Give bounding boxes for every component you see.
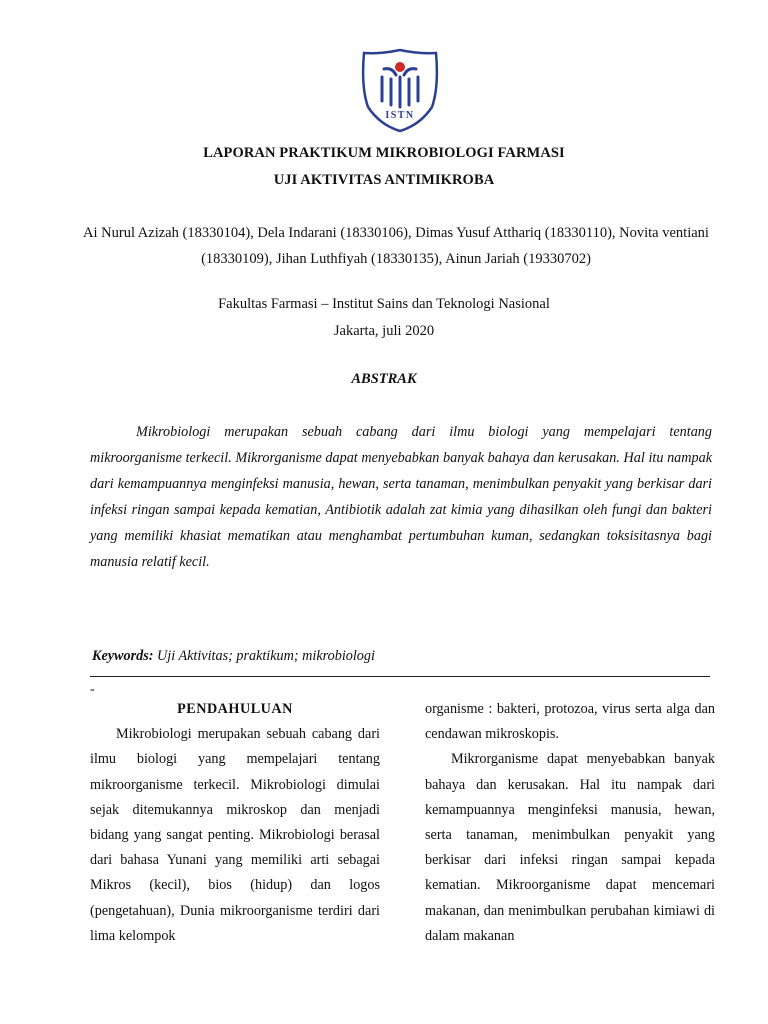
abstract-body: Mikrobiologi merupakan sebuah cabang dari ilmu biologi yang mempelajari tentang mikroorganisme terkecil. Mikrorganisme dapat menyebabkan banyak bahaya dan kerusakan. Hal itu nampak dari kemampuannya menginfeksi manusia, hewan, serta tanaman, menimbulkan penyakit yang berkisar dari infeksi ringan sampai kepada kematian, Antibiotik adalah zat kimia yang dihasilkan oleh fungi dan bakteri yang memiliki khasiat mematikan atau menghambat pertumbuhan kuman, sedangkan toksisitasnya bagi manusia relatif kecil.: [90, 424, 712, 570]
column-right: [425, 697, 715, 949]
istn-logo: [360, 47, 440, 133]
place-date: Jakarta, juli 2020: [333, 323, 435, 339]
intro-paragraph-2: Mikrorganisme dapat menyebabkan banyak bahaya dan kerusakan. Hal itu nampak dari kemampuannya menginfeksi manusia, hewan, serta tanaman, menimbulkan penyakit yang berkisar dari infeksi ringan sampai kepada kematian. Mikroorganisme dapat mencemari makanan, dan menimbulkan perubahan kimiawi di dalam makanan: [425, 751, 715, 944]
dash-mark: -: [90, 682, 95, 697]
author-list: Ai Nurul Azizah (18330104), Dela Indarani (18330106), Dimas Yusuf Atthariq (18330110), Novita ventiani (18330109), Jihan Luthfiyah (18330135), Ainun Jariah (19330702): [83, 225, 709, 267]
keywords-text: Uji Aktivitas; praktikum; mikrobiologi: [153, 648, 375, 664]
affiliation: Fakultas Farmasi – Institut Sains dan Teknologi Nasional: [218, 296, 550, 312]
section-divider: [90, 676, 710, 677]
column-left: [90, 697, 380, 949]
report-title: LAPORAN PRAKTIKUM MIKROBIOLOGI FARMASI: [203, 145, 565, 161]
intro-paragraph-continued: organisme : bakteri, protozoa, virus serta alga dan cendawan mikroskopis.: [425, 701, 715, 743]
section-heading: PENDAHULUAN: [177, 701, 293, 717]
logo-text: ISTN: [385, 110, 415, 121]
intro-paragraph: Mikrobiologi merupakan sebuah cabang dari ilmu biologi yang mempelajari tentang mikroorganisme terkecil. Mikrobiologi dimulai sejak ditemukannya mikroskop dan menjadi bidang yang sangat penting. Mikrobiologi berasal dari bahasa Yunani yang memiliki arti sebagai Mikros (kecil), bios (hidup) dan logos (pengetahuan), Dunia mikroorganisme terdiri dari lima kelompok: [90, 726, 380, 944]
keywords: [92, 648, 375, 665]
report-subtitle: UJI AKTIVITAS ANTIMIKROBA: [273, 172, 495, 188]
keywords-label: Keywords:: [92, 648, 154, 664]
abstract-heading: ABSTRAK: [351, 371, 417, 387]
